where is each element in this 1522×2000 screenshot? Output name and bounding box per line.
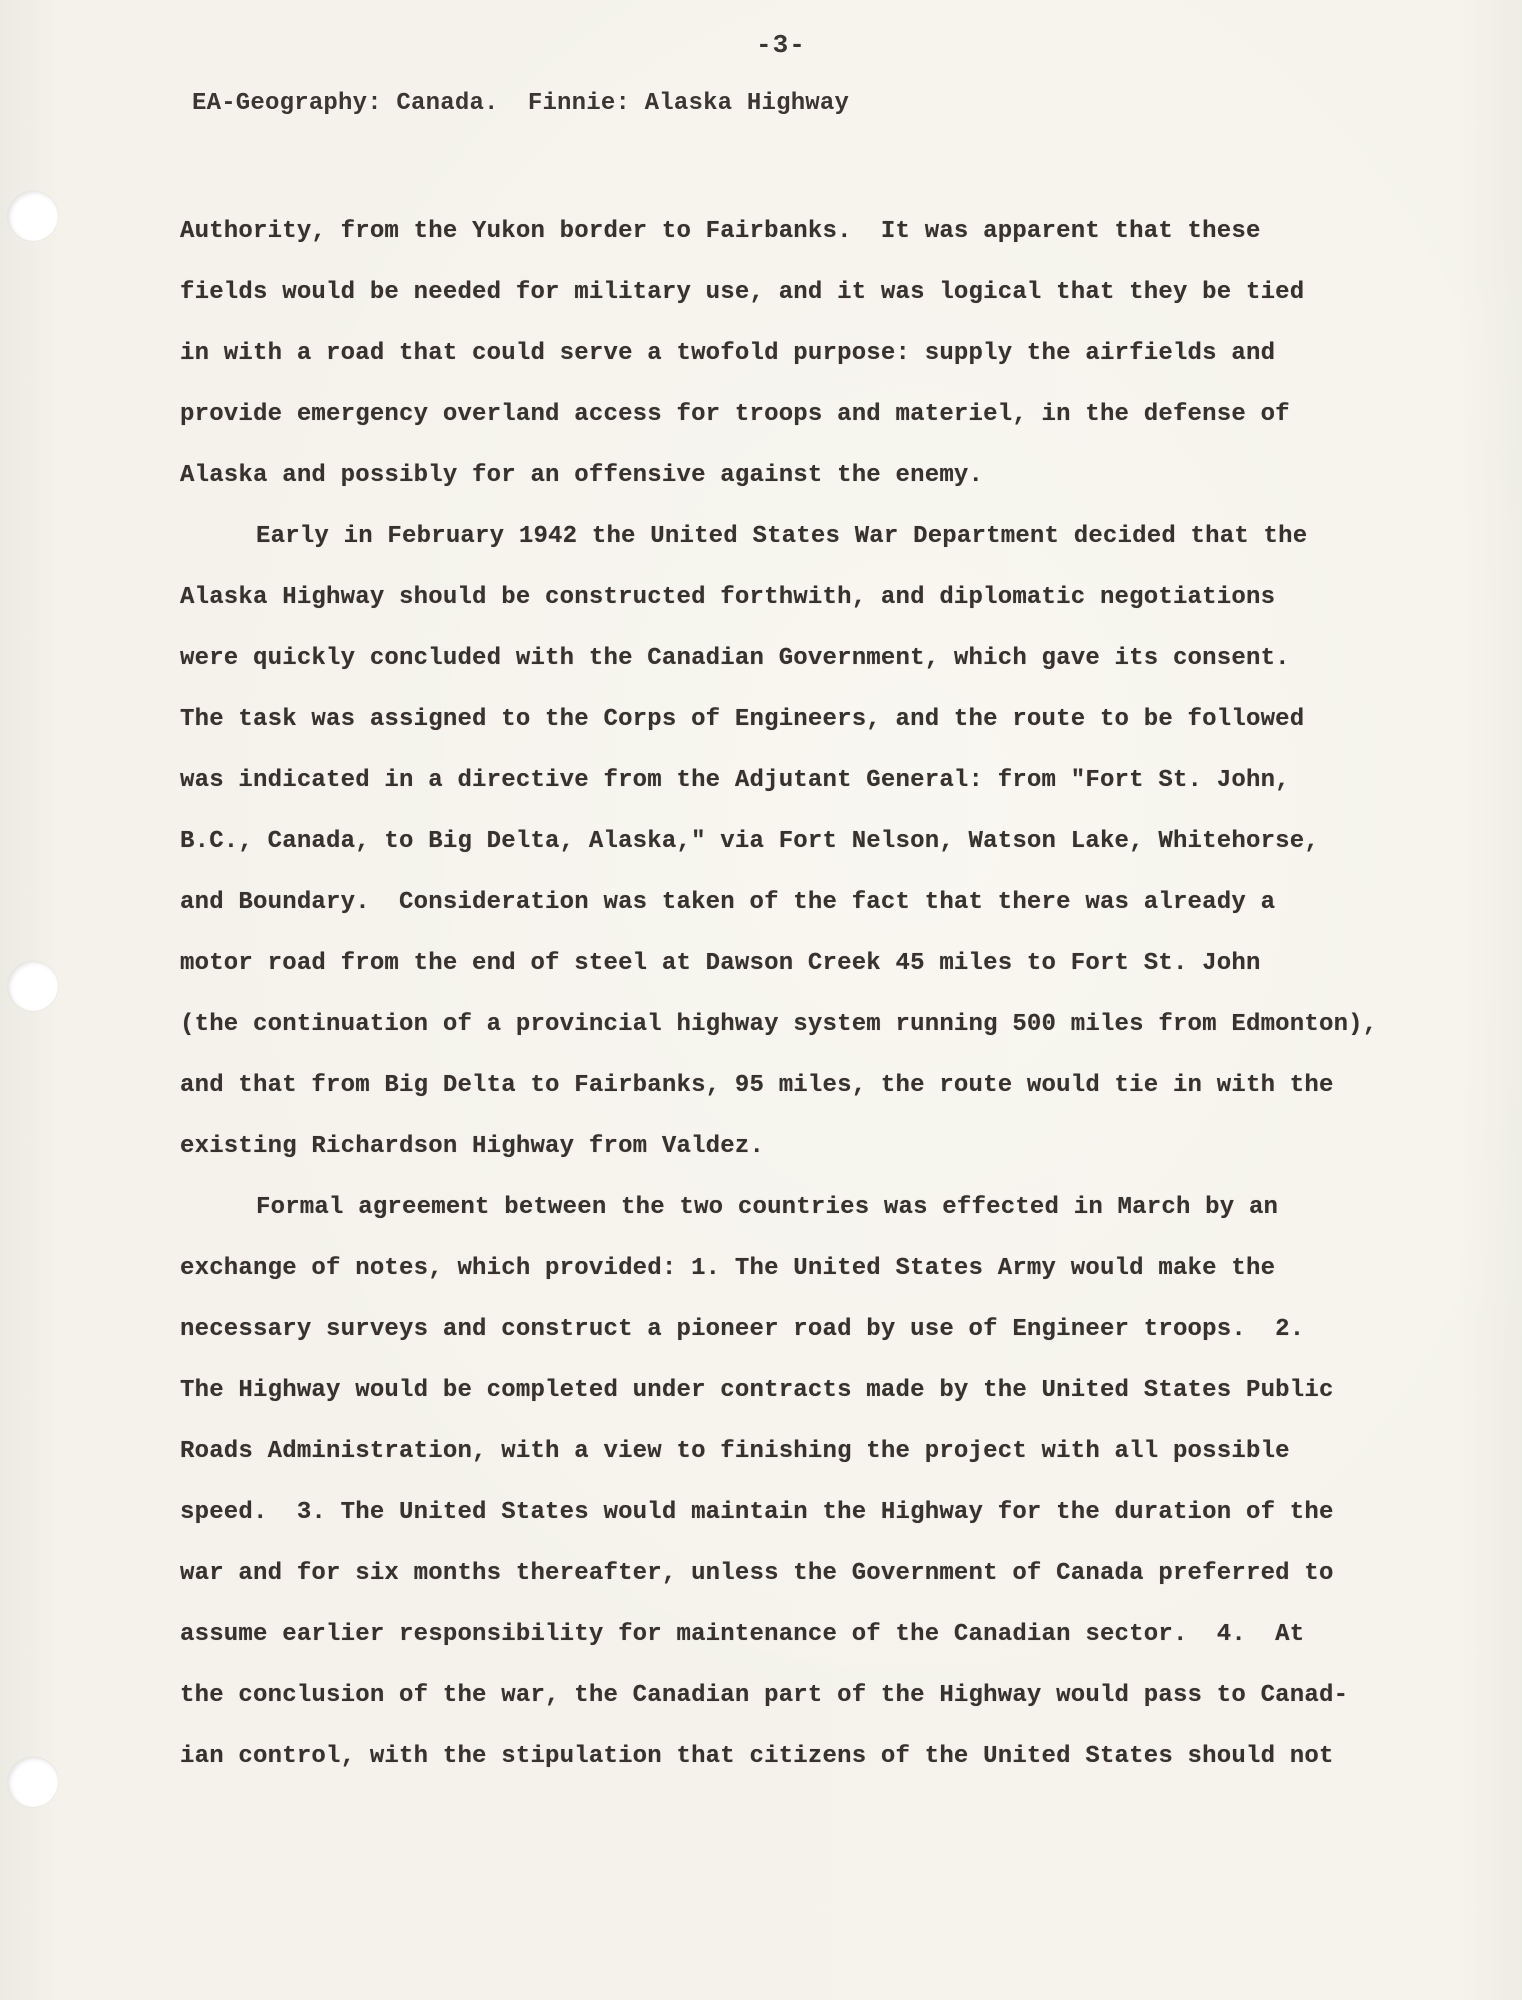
text-line: Early in February 1942 the United States War Department decided that the [256, 523, 1308, 550]
text-line: war and for six months thereafter, unless the Government of Canada preferred to [180, 1560, 1334, 1587]
text-line: speed. 3. The United States would maintain the Highway for the duration of the [180, 1499, 1334, 1526]
text-line: Formal agreement between the two countries was effected in March by an [256, 1194, 1279, 1221]
text-line: motor road from the end of steel at Dawson Creek 45 miles to Fort St. John [180, 950, 1261, 977]
page-number: -3- [756, 30, 806, 60]
text-line: the conclusion of the war, the Canadian part of the Highway would pass to Canad- [180, 1682, 1349, 1709]
text-line: Alaska Highway should be constructed forthwith, and diplomatic negotiations [180, 584, 1276, 611]
text-line: necessary surveys and construct a pioneer road by use of Engineer troops. 2. [180, 1316, 1305, 1343]
text-line: assume earlier responsibility for maintenance of the Canadian sector. 4. At [180, 1621, 1305, 1648]
text-line: was indicated in a directive from the Adjutant General: from "Fort St. John, [180, 767, 1290, 794]
punch-hole [8, 961, 58, 1011]
text-line: (the continuation of a provincial highway system running 500 miles from Edmonton), [180, 1011, 1378, 1038]
text-line: and that from Big Delta to Fairbanks, 95 miles, the route would tie in with the [180, 1072, 1334, 1099]
text-line: were quickly concluded with the Canadian Government, which gave its consent. [180, 645, 1290, 672]
text-line: B.C., Canada, to Big Delta, Alaska," via Fort Nelson, Watson Lake, Whitehorse, [180, 828, 1319, 855]
text-line: Roads Administration, with a view to finishing the project with all possible [180, 1438, 1290, 1465]
text-line: The Highway would be completed under contracts made by the United States Public [180, 1377, 1334, 1404]
punch-hole [8, 191, 58, 241]
running-head: EA-Geography: Canada. Finnie: Alaska Highway [192, 90, 850, 117]
punch-hole [8, 1757, 58, 1807]
text-line: fields would be needed for military use, and it was logical that they be tied [180, 279, 1305, 306]
text-line: Alaska and possibly for an offensive against the enemy. [180, 462, 984, 489]
text-line: in with a road that could serve a twofold purpose: supply the airfields and [180, 340, 1276, 367]
body-text [180, 211, 1470, 1797]
text-line: provide emergency overland access for troops and materiel, in the defense of [180, 401, 1290, 428]
text-line: existing Richardson Highway from Valdez. [180, 1133, 765, 1160]
text-line: Authority, from the Yukon border to Fairbanks. It was apparent that these [180, 218, 1261, 245]
text-line: exchange of notes, which provided: 1. The United States Army would make the [180, 1255, 1276, 1282]
text-line: The task was assigned to the Corps of Engineers, and the route to be followed [180, 706, 1305, 733]
text-line: and Boundary. Consideration was taken of the fact that there was already a [180, 889, 1276, 916]
text-line: ian control, with the stipulation that citizens of the United States should not [180, 1743, 1334, 1770]
